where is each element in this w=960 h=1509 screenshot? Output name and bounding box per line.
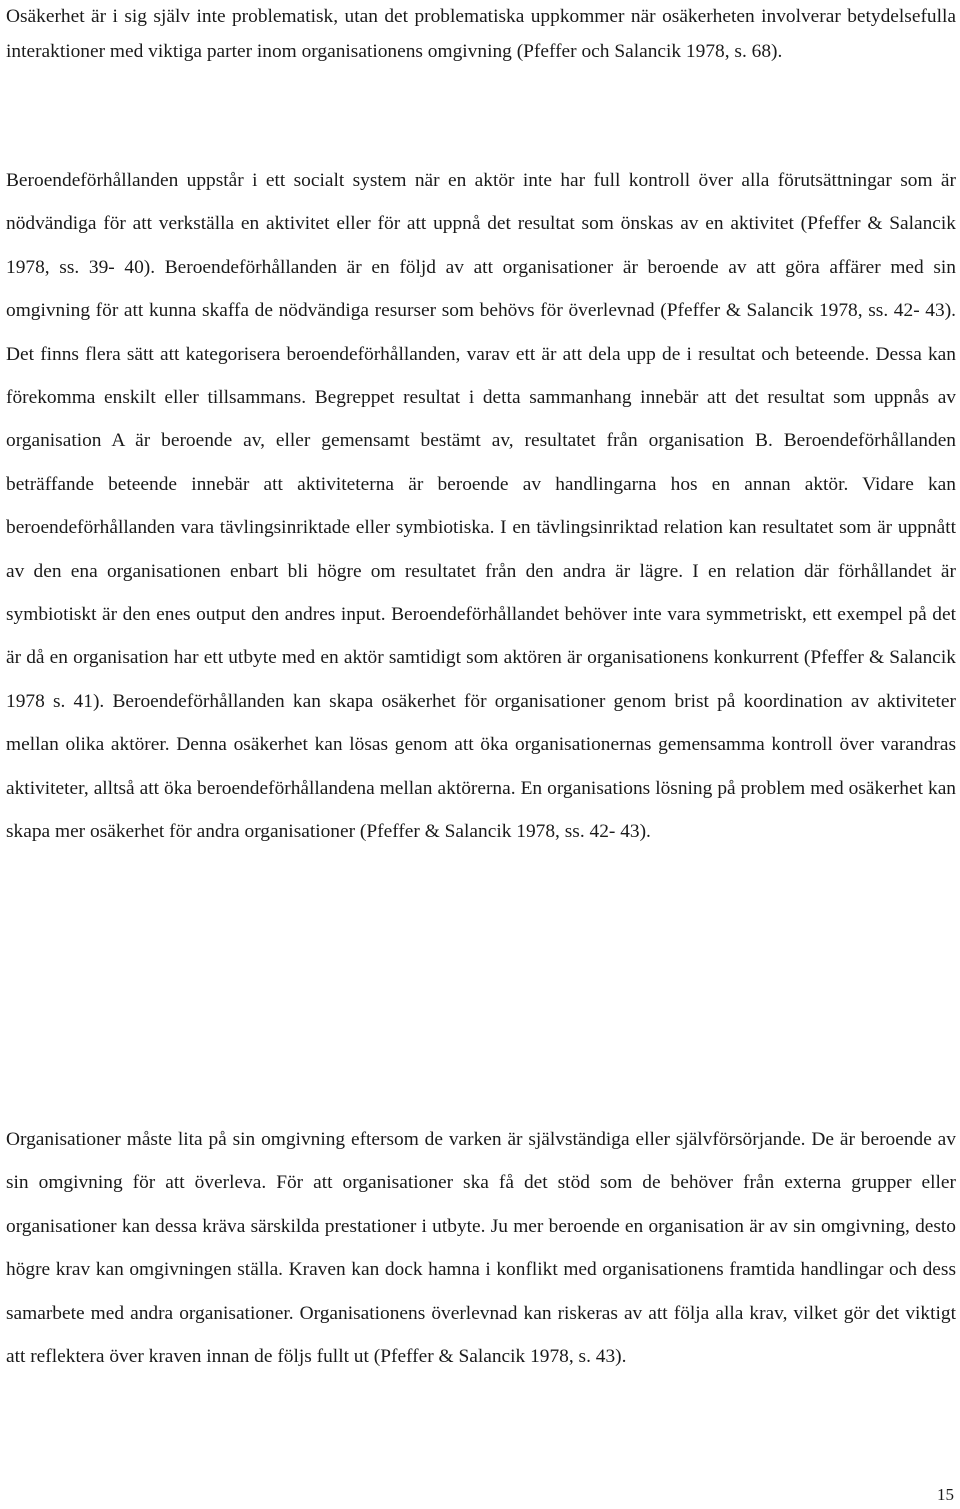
paragraph-environment-reliance: Organisationer måste lita på sin omgivning eftersom de varken är självständiga eller självförsörjande. De är beroende av sin omgivning för att överleva. För att organisationer ska få det stöd som de behöver från externa grupper eller organisationer kan dessa kräva särskilda prestationer i utbyte. Ju mer beroende en organisation är av sin omgivning, desto högre krav kan omgivningen ställa. Kraven kan dock hamna i konflikt med organisationens framtida handlingar och dess samarbete med andra organisationer. Organisationens överlevnad kan riskeras av att följa alla krav, vilket gör det viktigt att reflektera över kraven innan de följs fullt ut (Pfeffer & Salancik 1978, s. 43). (6, 1129, 956, 1368)
page-number: 15 (937, 1485, 954, 1504)
paragraph-uncertainty: Osäkerhet är i sig själv inte problematisk, utan det problematiska uppkommer när osäkerheten involverar betydelsefulla interaktioner med viktiga parter inom organisationens omgivning (Pfeffer och Salancik 1978, s. 68). (6, 6, 956, 62)
paragraph-dependency-relations: Beroendeförhållanden uppstår i ett socialt system när en aktör inte har full kontroll över alla förutsättningar som är nödvändiga för att verkställa en aktivitet eller för att uppnå det resultat som önskas av en aktivitet (Pfeffer & Salancik 1978, ss. 39- 40). Beroendeförhållanden är en följd av att organisationer är beroende av att göra affärer med sin omgivning för att kunna skaffa de nödvändiga resurser som behövs för överlevnad (Pfeffer & Salancik 1978, ss. 42- 43). Det finns flera sätt att kategorisera beroendeförhållanden, varav ett är att dela upp de i resultat och beteende. Dessa kan förekomma enskilt eller tillsammans. Begreppet resultat i detta sammanhang innebär att det resultat som uppnås av organisation A är beroende av, eller gemensamt bestämt av, resultatet från organisation B. Beroendeförhållanden beträffande beteende innebär att aktiviteterna är beroende av handlingarna hos en annan aktör. Vidare kan beroendeförhållanden vara tävlingsinriktade eller symbiotiska. I en tävlingsinriktad relation kan resultatet som är uppnått av den ena organisationen enbart bli högre om resultatet från den andra är lägre. I en relation där förhållandet är symbiotiskt är den enes output den andres input. Beroendeförhållandet behöver inte vara symmetriskt, ett exempel på det är då en organisation har ett utbyte med en aktör samtidigt som aktören är organisationens konkurrent (Pfeffer & Salancik 1978 s. 41). Beroendeförhållanden kan skapa osäkerhet för organisationer genom brist på koordination av aktiviteter mellan olika aktörer. Denna osäkerhet kan lösas genom att öka organisationernas gemensamma kontroll över varandras aktiviteter, alltså att öka beroendeförhållandena mellan aktörerna. En organisations lösning på problem med osäkerhet kan skapa mer osäkerhet för andra organisationer (Pfeffer & Salancik 1978, ss. 42- 43). (6, 170, 956, 843)
